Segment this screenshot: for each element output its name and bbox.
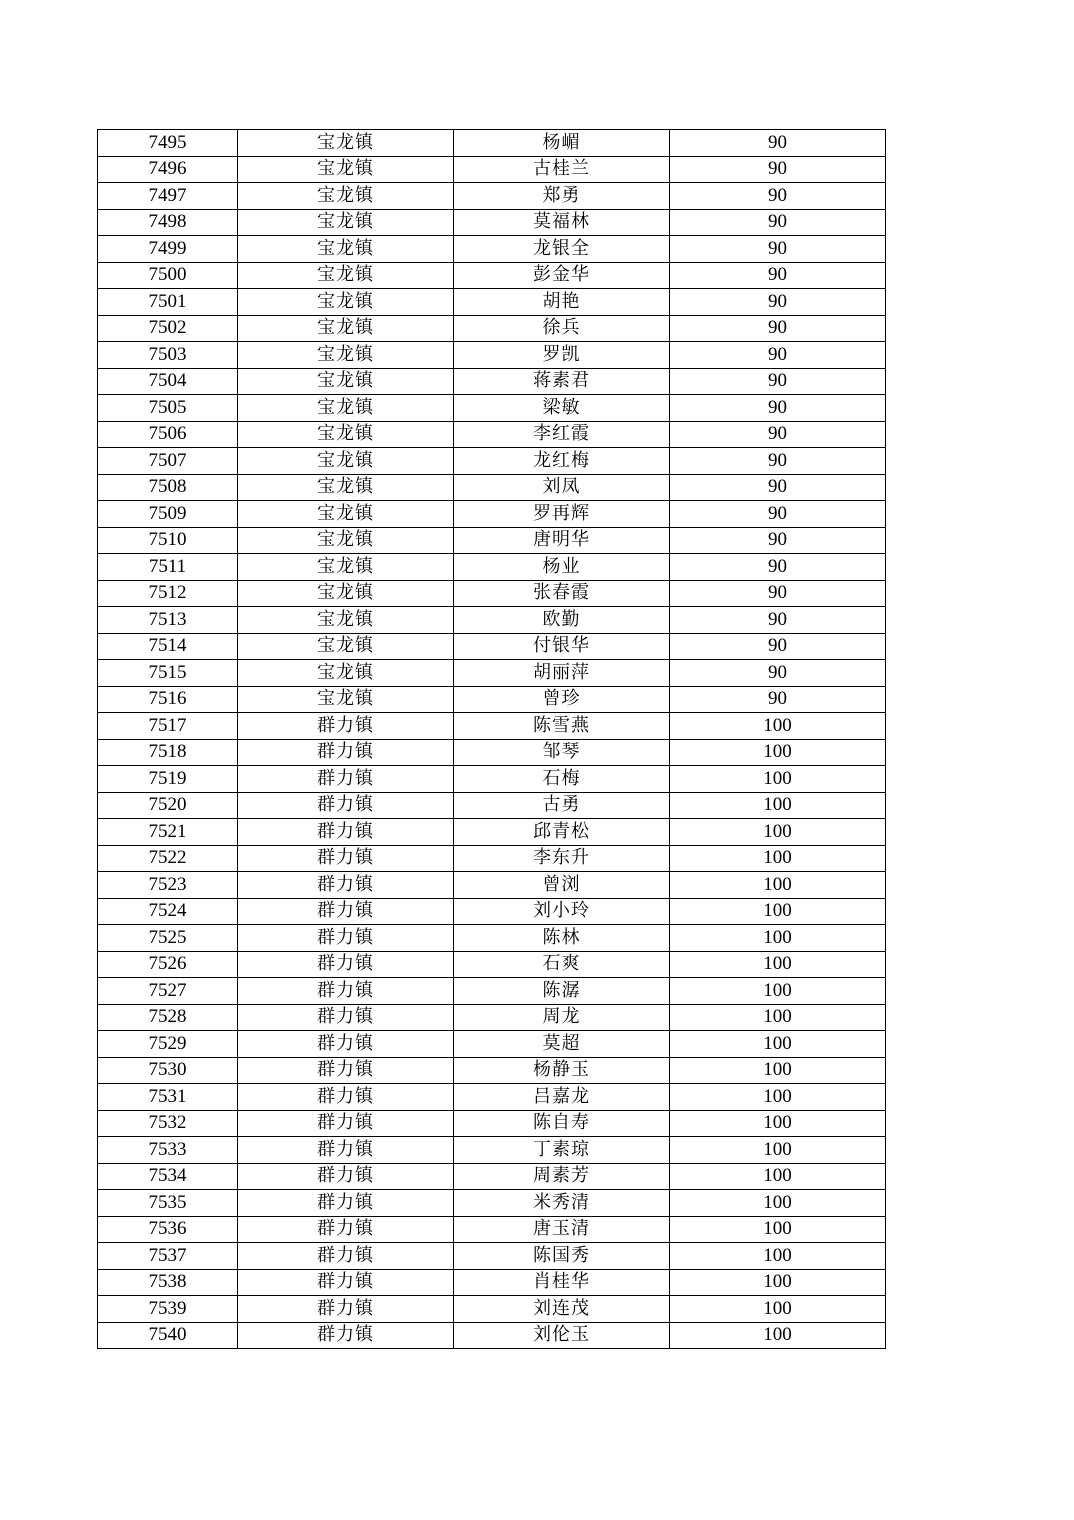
amount-cell: 100	[670, 1004, 886, 1031]
town-cell: 群力镇	[238, 1269, 454, 1296]
town-cell: 宝龙镇	[238, 342, 454, 369]
name-cell: 欧勤	[454, 607, 670, 634]
table-row	[98, 660, 886, 687]
town-cell: 宝龙镇	[238, 474, 454, 501]
table-row	[98, 1163, 886, 1190]
amount-cell: 100	[670, 1163, 886, 1190]
amount-cell: 100	[670, 1110, 886, 1137]
amount-cell: 90	[670, 527, 886, 554]
name-cell: 曾浏	[454, 872, 670, 899]
town-cell: 宝龙镇	[238, 448, 454, 475]
name-cell: 陈雪燕	[454, 713, 670, 740]
table-row	[98, 474, 886, 501]
name-cell: 张春霞	[454, 580, 670, 607]
town-cell: 群力镇	[238, 872, 454, 899]
table-row	[98, 421, 886, 448]
serial-number-cell: 7500	[98, 262, 238, 289]
amount-cell: 90	[670, 554, 886, 581]
serial-number-cell: 7533	[98, 1137, 238, 1164]
amount-cell: 90	[670, 474, 886, 501]
town-cell: 群力镇	[238, 766, 454, 793]
name-cell: 邹琴	[454, 739, 670, 766]
table-row	[98, 1243, 886, 1270]
serial-number-cell: 7505	[98, 395, 238, 422]
serial-number-cell: 7512	[98, 580, 238, 607]
amount-cell: 100	[670, 898, 886, 925]
table-row	[98, 395, 886, 422]
town-cell: 群力镇	[238, 1110, 454, 1137]
table-row	[98, 978, 886, 1005]
table-row	[98, 1216, 886, 1243]
amount-cell: 100	[670, 739, 886, 766]
town-cell: 宝龙镇	[238, 183, 454, 210]
town-cell: 宝龙镇	[238, 236, 454, 263]
amount-cell: 90	[670, 607, 886, 634]
amount-cell: 100	[670, 1322, 886, 1349]
name-cell: 唐明华	[454, 527, 670, 554]
name-cell: 周龙	[454, 1004, 670, 1031]
town-cell: 群力镇	[238, 1057, 454, 1084]
table-row	[98, 739, 886, 766]
town-cell: 宝龙镇	[238, 315, 454, 342]
serial-number-cell: 7535	[98, 1190, 238, 1217]
amount-cell: 100	[670, 925, 886, 952]
name-cell: 刘小玲	[454, 898, 670, 925]
amount-cell: 100	[670, 1269, 886, 1296]
amount-cell: 100	[670, 713, 886, 740]
amount-cell: 90	[670, 236, 886, 263]
table-row	[98, 1084, 886, 1111]
table-row	[98, 872, 886, 899]
name-cell: 罗再辉	[454, 501, 670, 528]
town-cell: 宝龙镇	[238, 686, 454, 713]
name-cell: 杨嵋	[454, 130, 670, 157]
name-cell: 石梅	[454, 766, 670, 793]
town-cell: 宝龙镇	[238, 130, 454, 157]
serial-number-cell: 7529	[98, 1031, 238, 1058]
serial-number-cell: 7511	[98, 554, 238, 581]
amount-cell: 90	[670, 262, 886, 289]
serial-number-cell: 7498	[98, 209, 238, 236]
name-cell: 肖桂华	[454, 1269, 670, 1296]
table-row	[98, 845, 886, 872]
table-row	[98, 607, 886, 634]
name-cell: 莫超	[454, 1031, 670, 1058]
table-row	[98, 315, 886, 342]
serial-number-cell: 7530	[98, 1057, 238, 1084]
town-cell: 群力镇	[238, 1031, 454, 1058]
table-row	[98, 156, 886, 183]
name-cell: 米秀清	[454, 1190, 670, 1217]
name-cell: 陈潺	[454, 978, 670, 1005]
town-cell: 群力镇	[238, 925, 454, 952]
serial-number-cell: 7524	[98, 898, 238, 925]
name-cell: 郑勇	[454, 183, 670, 210]
town-cell: 群力镇	[238, 1216, 454, 1243]
serial-number-cell: 7520	[98, 792, 238, 819]
serial-number-cell: 7517	[98, 713, 238, 740]
name-cell: 吕嘉龙	[454, 1084, 670, 1111]
table-row	[98, 1004, 886, 1031]
table-row	[98, 554, 886, 581]
amount-cell: 100	[670, 1084, 886, 1111]
table-body	[98, 130, 886, 1349]
amount-cell: 100	[670, 845, 886, 872]
table-row	[98, 527, 886, 554]
amount-cell: 90	[670, 421, 886, 448]
town-cell: 宝龙镇	[238, 262, 454, 289]
amount-cell: 90	[670, 342, 886, 369]
serial-number-cell: 7497	[98, 183, 238, 210]
town-cell: 宝龙镇	[238, 501, 454, 528]
town-cell: 群力镇	[238, 739, 454, 766]
name-cell: 刘凤	[454, 474, 670, 501]
amount-cell: 90	[670, 686, 886, 713]
table-row	[98, 1110, 886, 1137]
name-cell: 石爽	[454, 951, 670, 978]
table-row	[98, 448, 886, 475]
town-cell: 群力镇	[238, 1243, 454, 1270]
town-cell: 宝龙镇	[238, 156, 454, 183]
serial-number-cell: 7509	[98, 501, 238, 528]
name-cell: 刘伦玉	[454, 1322, 670, 1349]
name-cell: 古桂兰	[454, 156, 670, 183]
serial-number-cell: 7527	[98, 978, 238, 1005]
amount-cell: 100	[670, 1137, 886, 1164]
serial-number-cell: 7526	[98, 951, 238, 978]
town-cell: 宝龙镇	[238, 660, 454, 687]
table-row	[98, 1057, 886, 1084]
amount-cell: 90	[670, 395, 886, 422]
serial-number-cell: 7507	[98, 448, 238, 475]
name-cell: 刘连茂	[454, 1296, 670, 1323]
amount-cell: 100	[670, 1296, 886, 1323]
table-row	[98, 342, 886, 369]
table-row	[98, 1031, 886, 1058]
name-cell: 曾珍	[454, 686, 670, 713]
name-cell: 李红霞	[454, 421, 670, 448]
amount-cell: 100	[670, 1190, 886, 1217]
town-cell: 宝龙镇	[238, 395, 454, 422]
serial-number-cell: 7522	[98, 845, 238, 872]
name-cell: 龙红梅	[454, 448, 670, 475]
name-cell: 周素芳	[454, 1163, 670, 1190]
name-cell: 邱青松	[454, 819, 670, 846]
serial-number-cell: 7501	[98, 289, 238, 316]
name-cell: 梁敏	[454, 395, 670, 422]
table-row	[98, 1269, 886, 1296]
town-cell: 群力镇	[238, 713, 454, 740]
serial-number-cell: 7518	[98, 739, 238, 766]
town-cell: 群力镇	[238, 792, 454, 819]
table-row	[98, 898, 886, 925]
amount-cell: 100	[670, 792, 886, 819]
serial-number-cell: 7516	[98, 686, 238, 713]
name-cell: 胡丽萍	[454, 660, 670, 687]
table-row	[98, 792, 886, 819]
table-row	[98, 1137, 886, 1164]
table-row	[98, 1322, 886, 1349]
serial-number-cell: 7513	[98, 607, 238, 634]
town-cell: 宝龙镇	[238, 421, 454, 448]
serial-number-cell: 7531	[98, 1084, 238, 1111]
serial-number-cell: 7528	[98, 1004, 238, 1031]
name-cell: 徐兵	[454, 315, 670, 342]
table-row	[98, 209, 886, 236]
name-cell: 陈自寿	[454, 1110, 670, 1137]
name-cell: 杨业	[454, 554, 670, 581]
amount-cell: 100	[670, 1057, 886, 1084]
table-row	[98, 130, 886, 157]
town-cell: 群力镇	[238, 978, 454, 1005]
amount-cell: 90	[670, 660, 886, 687]
town-cell: 群力镇	[238, 1296, 454, 1323]
town-cell: 群力镇	[238, 1163, 454, 1190]
amount-cell: 90	[670, 183, 886, 210]
name-cell: 丁素琼	[454, 1137, 670, 1164]
serial-number-cell: 7532	[98, 1110, 238, 1137]
serial-number-cell: 7506	[98, 421, 238, 448]
town-cell: 宝龙镇	[238, 368, 454, 395]
name-cell: 杨静玉	[454, 1057, 670, 1084]
serial-number-cell: 7499	[98, 236, 238, 263]
serial-number-cell: 7495	[98, 130, 238, 157]
name-cell: 陈林	[454, 925, 670, 952]
town-cell: 宝龙镇	[238, 527, 454, 554]
name-cell: 付银华	[454, 633, 670, 660]
serial-number-cell: 7515	[98, 660, 238, 687]
amount-cell: 90	[670, 156, 886, 183]
table-row	[98, 501, 886, 528]
table-row	[98, 633, 886, 660]
amount-cell: 100	[670, 1031, 886, 1058]
name-cell: 古勇	[454, 792, 670, 819]
town-cell: 群力镇	[238, 951, 454, 978]
town-cell: 宝龙镇	[238, 554, 454, 581]
town-cell: 群力镇	[238, 819, 454, 846]
serial-number-cell: 7504	[98, 368, 238, 395]
serial-number-cell: 7502	[98, 315, 238, 342]
town-cell: 宝龙镇	[238, 633, 454, 660]
amount-cell: 90	[670, 315, 886, 342]
amount-cell: 90	[670, 501, 886, 528]
amount-cell: 100	[670, 951, 886, 978]
amount-cell: 90	[670, 580, 886, 607]
serial-number-cell: 7523	[98, 872, 238, 899]
serial-number-cell: 7538	[98, 1269, 238, 1296]
town-cell: 宝龙镇	[238, 607, 454, 634]
table-row	[98, 925, 886, 952]
amount-cell: 100	[670, 766, 886, 793]
serial-number-cell: 7536	[98, 1216, 238, 1243]
serial-number-cell: 7514	[98, 633, 238, 660]
serial-number-cell: 7539	[98, 1296, 238, 1323]
table-row	[98, 580, 886, 607]
table-row	[98, 262, 886, 289]
table-row	[98, 183, 886, 210]
town-cell: 宝龙镇	[238, 289, 454, 316]
name-cell: 彭金华	[454, 262, 670, 289]
name-cell: 蒋素君	[454, 368, 670, 395]
amount-cell: 90	[670, 209, 886, 236]
amount-cell: 100	[670, 872, 886, 899]
table-row	[98, 951, 886, 978]
amount-cell: 90	[670, 448, 886, 475]
town-cell: 群力镇	[238, 1137, 454, 1164]
serial-number-cell: 7510	[98, 527, 238, 554]
name-cell: 龙银全	[454, 236, 670, 263]
amount-cell: 90	[670, 368, 886, 395]
name-cell: 唐玉清	[454, 1216, 670, 1243]
serial-number-cell: 7540	[98, 1322, 238, 1349]
table-row	[98, 1296, 886, 1323]
amount-cell: 100	[670, 1243, 886, 1270]
name-cell: 陈国秀	[454, 1243, 670, 1270]
serial-number-cell: 7525	[98, 925, 238, 952]
amount-cell: 100	[670, 1216, 886, 1243]
serial-number-cell: 7521	[98, 819, 238, 846]
name-cell: 胡艳	[454, 289, 670, 316]
amount-cell: 90	[670, 130, 886, 157]
serial-number-cell: 7537	[98, 1243, 238, 1270]
table-row	[98, 766, 886, 793]
town-cell: 宝龙镇	[238, 580, 454, 607]
serial-number-cell: 7496	[98, 156, 238, 183]
table-row	[98, 1190, 886, 1217]
name-cell: 莫福林	[454, 209, 670, 236]
amount-cell: 90	[670, 633, 886, 660]
serial-number-cell: 7503	[98, 342, 238, 369]
town-cell: 群力镇	[238, 845, 454, 872]
serial-number-cell: 7534	[98, 1163, 238, 1190]
amount-cell: 90	[670, 289, 886, 316]
table-row	[98, 289, 886, 316]
town-cell: 群力镇	[238, 1322, 454, 1349]
serial-number-cell: 7519	[98, 766, 238, 793]
table-row	[98, 713, 886, 740]
amount-cell: 100	[670, 819, 886, 846]
table-row	[98, 368, 886, 395]
table-row	[98, 236, 886, 263]
serial-number-cell: 7508	[98, 474, 238, 501]
data-table	[97, 129, 886, 1349]
name-cell: 罗凯	[454, 342, 670, 369]
table-row	[98, 819, 886, 846]
town-cell: 群力镇	[238, 1084, 454, 1111]
town-cell: 群力镇	[238, 898, 454, 925]
town-cell: 群力镇	[238, 1190, 454, 1217]
town-cell: 群力镇	[238, 1004, 454, 1031]
town-cell: 宝龙镇	[238, 209, 454, 236]
amount-cell: 100	[670, 978, 886, 1005]
name-cell: 李东升	[454, 845, 670, 872]
table-row	[98, 686, 886, 713]
